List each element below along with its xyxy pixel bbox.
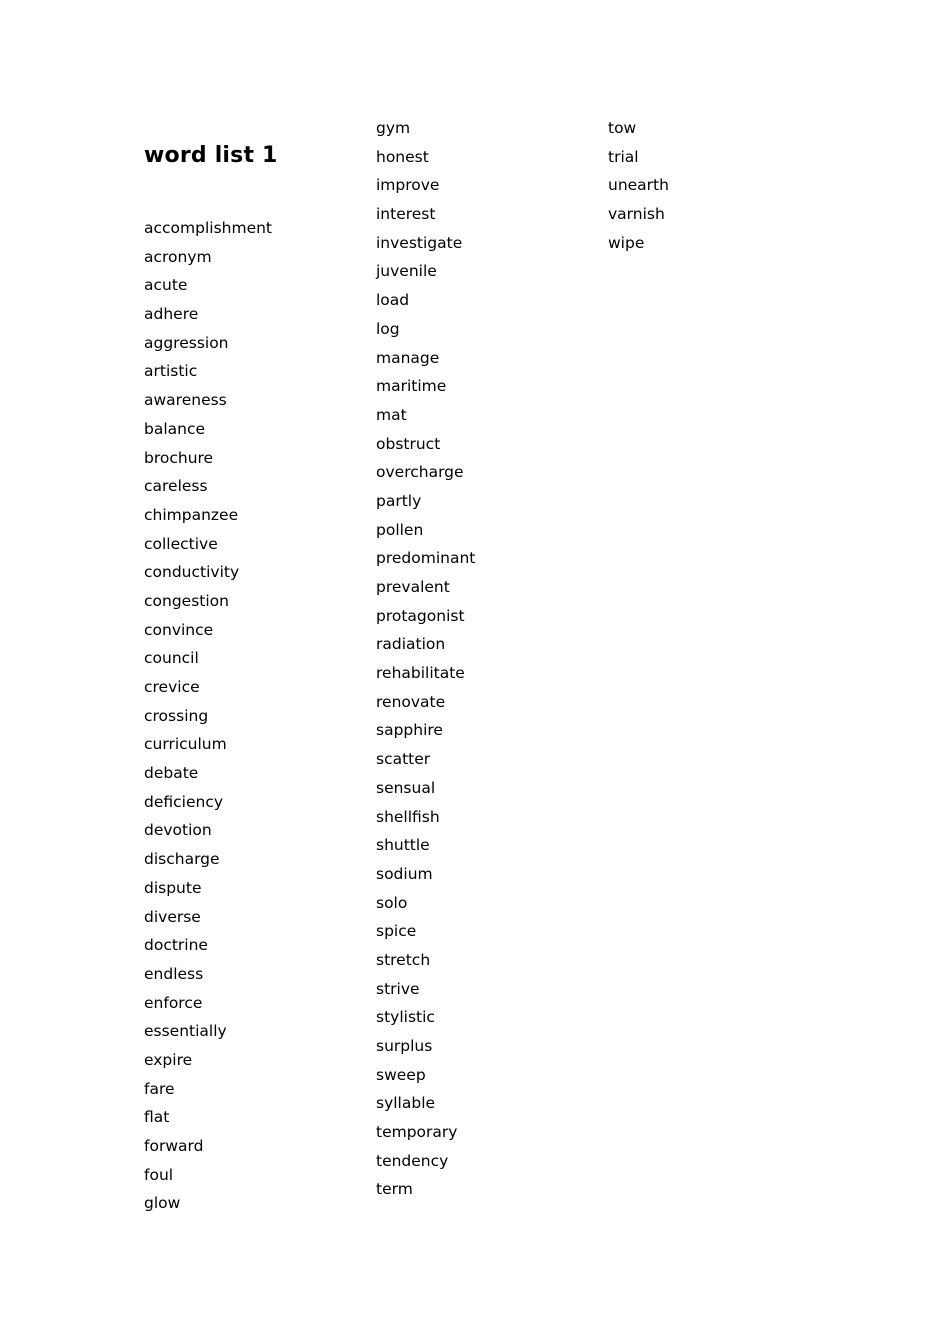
word-item: pollen [376,520,424,539]
word-item: trial [608,147,639,166]
word-item: interest [376,205,436,224]
word-item: obstruct [376,434,441,453]
word-item: prevalent [376,578,450,596]
word-item: log [376,319,400,338]
word-item: awareness [144,391,227,410]
word-item: aggression [144,333,229,352]
word-column-1 [144,214,272,1218]
word-item: varnish [608,205,665,224]
word-item: mat [376,405,407,424]
word-item: unearth [608,176,669,195]
word-item: careless [144,477,208,496]
word-item: spice [376,922,417,941]
word-item: stylistic [376,1008,435,1027]
word-item: essentially [144,1022,227,1041]
word-item: solo [376,893,408,912]
word-item: endless [144,964,204,983]
word-item: protagonist [376,606,465,625]
word-item: crossing [144,706,209,725]
word-item: foul [144,1165,174,1184]
word-item: glow [144,1194,181,1213]
word-item: sapphire [376,721,443,740]
word-item: gym [376,119,411,137]
word-item: acronym [144,247,212,266]
word-item: wipe [608,233,645,252]
word-column-2 [376,114,475,1204]
word-item: radiation [376,635,446,654]
word-item: scatter [376,750,431,769]
word-item: sweep [376,1065,426,1084]
word-item: discharge [144,850,220,869]
word-item: flat [144,1108,170,1127]
word-item: shuttle [376,836,430,855]
word-item: term [376,1180,413,1199]
word-item: overcharge [376,463,464,482]
word-item: deficiency [144,792,224,811]
word-item: load [376,291,410,310]
word-item: debate [144,764,199,783]
word-item: convince [144,620,214,639]
word-item: surplus [376,1037,433,1055]
word-item: dispute [144,878,202,897]
word-item: improve [376,176,440,195]
word-item: partly [376,491,422,510]
word-item: enforce [144,993,203,1012]
word-item: conductivity [144,563,240,582]
word-item: shellfish [376,807,440,826]
word-item: juvenile [376,262,437,281]
word-item: forward [144,1137,204,1155]
word-item: investigate [376,233,463,252]
word-item: council [144,649,199,668]
word-item: honest [376,147,429,166]
word-item: stretch [376,950,431,969]
word-item: renovate [376,692,446,711]
word-item: manage [376,348,440,367]
word-item: strive [376,979,420,998]
word-item: devotion [144,821,212,840]
word-item: congestion [144,591,229,610]
word-column-3 [608,114,669,257]
word-item: fare [144,1079,175,1098]
word-item: predominant [376,549,476,568]
word-item: rehabilitate [376,664,465,683]
word-item: acute [144,276,188,295]
word-item: syllable [376,1094,436,1113]
word-item: sensual [376,778,436,797]
word-item: crevice [144,678,200,696]
page-title: word list 1 [144,143,278,168]
word-item: temporary [376,1123,458,1142]
word-item: maritime [376,377,447,396]
word-item: doctrine [144,936,208,955]
word-item: collective [144,534,218,553]
word-item: tow [608,119,637,137]
word-item: diverse [144,907,201,926]
word-item: balance [144,419,206,438]
word-item: chimpanzee [144,505,239,524]
word-item: brochure [144,448,214,467]
word-item: sodium [376,864,433,883]
word-item: artistic [144,362,198,381]
word-item: adhere [144,305,199,324]
word-item: tendency [376,1151,449,1170]
word-item: accomplishment [144,219,273,237]
word-item: curriculum [144,735,227,754]
word-item: expire [144,1050,193,1069]
